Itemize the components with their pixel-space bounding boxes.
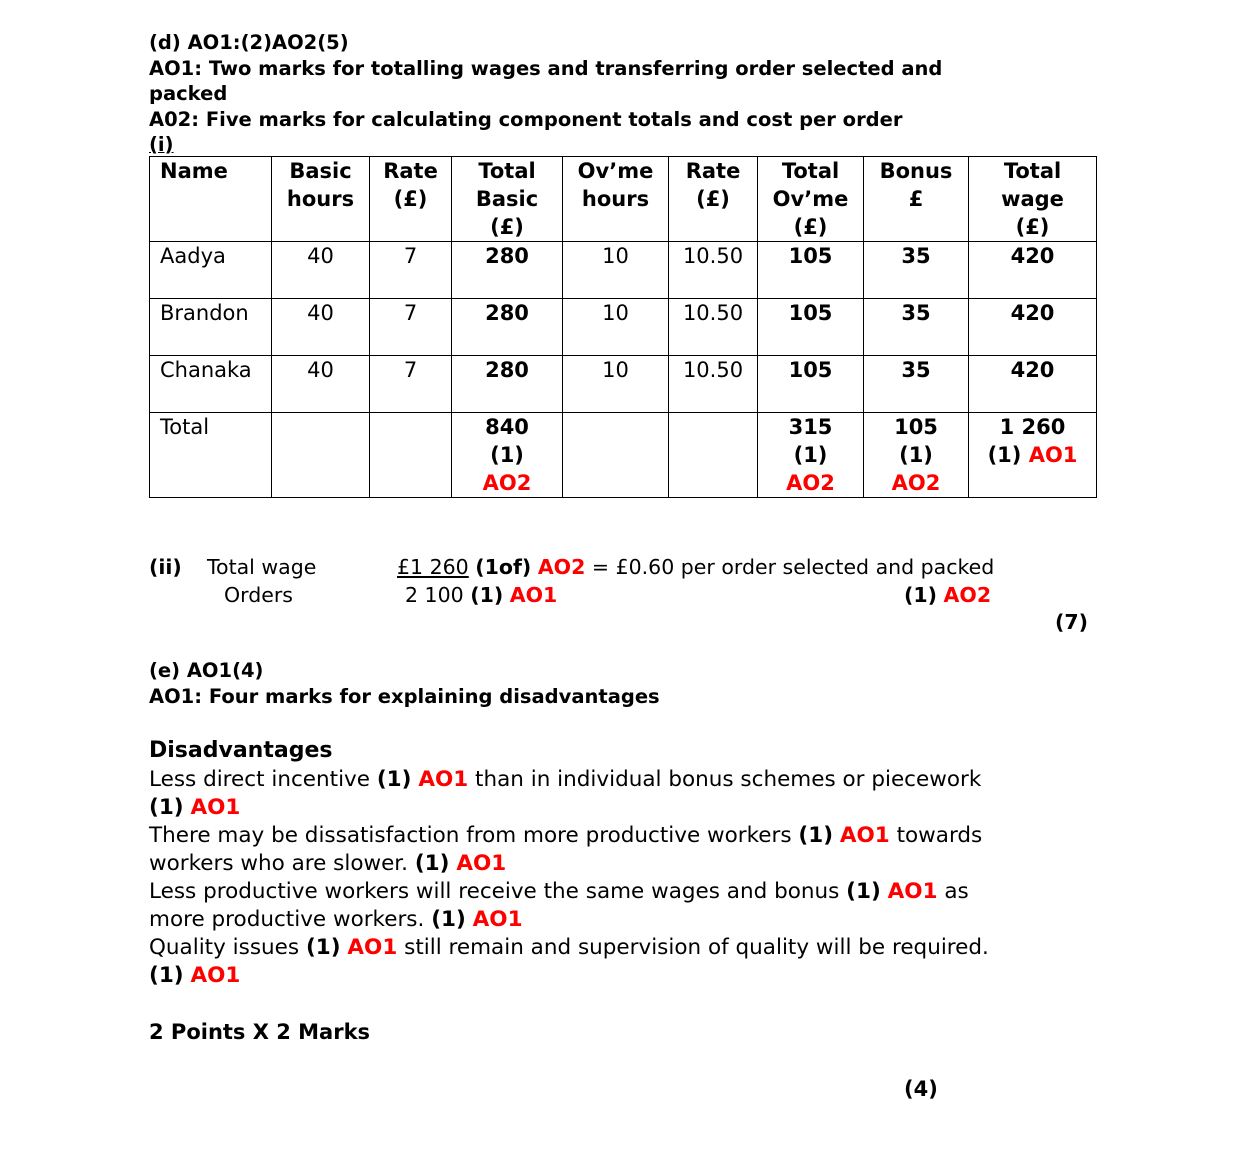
answer-line: (1) AO1 — [149, 795, 241, 820]
cell-sum-bonus: 105 (1) AO2 — [864, 413, 969, 498]
cell-overtime-hours: 10 — [563, 299, 669, 356]
cell-bonus: 35 — [864, 242, 969, 299]
header-basic-hours: Basic hours — [272, 157, 370, 242]
cell-overtime-rate: 10.50 — [669, 356, 758, 413]
numerator-calculation: £1 260 (1of) AO2 = £0.60 per order selected and packed — [397, 555, 995, 579]
header-rate: Rate (£) — [370, 157, 452, 242]
cell-total-overtime: 105 — [758, 356, 864, 413]
denominator-label: Orders — [224, 583, 293, 607]
table-row — [150, 356, 1097, 413]
cell-basic-hours: 40 — [272, 242, 370, 299]
ao1-description: AO1: Two marks for totalling wages and transferring order selected and — [149, 57, 943, 80]
cell-sum-wage: 1 260 (1) AO1 — [969, 413, 1097, 498]
cell-total-basic: 280 — [452, 299, 563, 356]
answer-line: Less direct incentive (1) AO1 than in individual bonus schemes or piecework — [149, 767, 982, 792]
cell-empty — [272, 413, 370, 498]
wages-table — [149, 156, 1097, 498]
table-row — [150, 299, 1097, 356]
cell-total-label: Total — [150, 413, 272, 498]
cell-empty — [669, 413, 758, 498]
header-overtime-rate: Rate (£) — [669, 157, 758, 242]
cell-basic-hours: 40 — [272, 356, 370, 413]
part-d-total-marks: (7) — [1055, 610, 1089, 634]
part-ii-label: (ii) — [149, 555, 182, 579]
answer-line: workers who are slower. (1) AO1 — [149, 851, 507, 876]
result-mark: (1) AO2 — [904, 583, 992, 607]
cell-total-overtime: 105 — [758, 242, 864, 299]
part-d-heading: (d) AO1:(2)AO2(5) — [149, 31, 349, 54]
answer-line: (1) AO1 — [149, 963, 241, 988]
header-total-wage: Total wage (£) — [969, 157, 1097, 242]
cell-name: Chanaka — [150, 356, 272, 413]
cell-overtime-hours: 10 — [563, 356, 669, 413]
cell-total-overtime: 105 — [758, 299, 864, 356]
table-total-row — [150, 413, 1097, 498]
cell-total-wage: 420 — [969, 299, 1097, 356]
cell-total-wage: 420 — [969, 356, 1097, 413]
header-total-overtime: Total Ov’me (£) — [758, 157, 864, 242]
header-total-basic: Total Basic (£) — [452, 157, 563, 242]
cell-rate: 7 — [370, 242, 452, 299]
cell-bonus: 35 — [864, 356, 969, 413]
part-e-description: AO1: Four marks for explaining disadvantages — [149, 685, 660, 708]
denominator-calculation: 2 100 (1) AO1 — [405, 583, 558, 607]
disadvantages-title: Disadvantages — [149, 738, 333, 763]
cell-name: Brandon — [150, 299, 272, 356]
cell-rate: 7 — [370, 356, 452, 413]
points-summary: 2 Points X 2 Marks — [149, 1020, 371, 1044]
part-e-total-marks: (4) — [904, 1077, 938, 1101]
table-row — [150, 242, 1097, 299]
answer-line: Less productive workers will receive the same wages and bonus (1) AO1 as — [149, 879, 969, 904]
answer-line: There may be dissatisfaction from more productive workers (1) AO1 towards — [149, 823, 983, 848]
cell-empty — [370, 413, 452, 498]
sub-question-i: (i) — [149, 133, 174, 156]
ao2-description: A02: Five marks for calculating component totals and cost per order — [149, 108, 903, 131]
cell-total-basic: 280 — [452, 242, 563, 299]
answer-line: Quality issues (1) AO1 still remain and supervision of quality will be required. — [149, 935, 989, 960]
cell-basic-hours: 40 — [272, 299, 370, 356]
header-overtime-hours: Ov’me hours — [563, 157, 669, 242]
header-bonus: Bonus £ — [864, 157, 969, 242]
cell-sum-basic: 840 (1) AO2 — [452, 413, 563, 498]
header-name: Name — [150, 157, 272, 242]
cell-total-wage: 420 — [969, 242, 1097, 299]
cell-overtime-rate: 10.50 — [669, 242, 758, 299]
answer-line: more productive workers. (1) AO1 — [149, 907, 523, 932]
ao1-description-cont: packed — [149, 82, 228, 105]
cell-total-basic: 280 — [452, 356, 563, 413]
numerator-label: Total wage — [207, 555, 317, 579]
cell-name: Aadya — [150, 242, 272, 299]
cell-rate: 7 — [370, 299, 452, 356]
cell-overtime-hours: 10 — [563, 242, 669, 299]
cell-sum-overtime: 315 (1) AO2 — [758, 413, 864, 498]
cell-bonus: 35 — [864, 299, 969, 356]
cell-empty — [563, 413, 669, 498]
table-header-row — [150, 157, 1097, 242]
cell-overtime-rate: 10.50 — [669, 299, 758, 356]
part-e-heading: (e) AO1(4) — [149, 659, 264, 682]
